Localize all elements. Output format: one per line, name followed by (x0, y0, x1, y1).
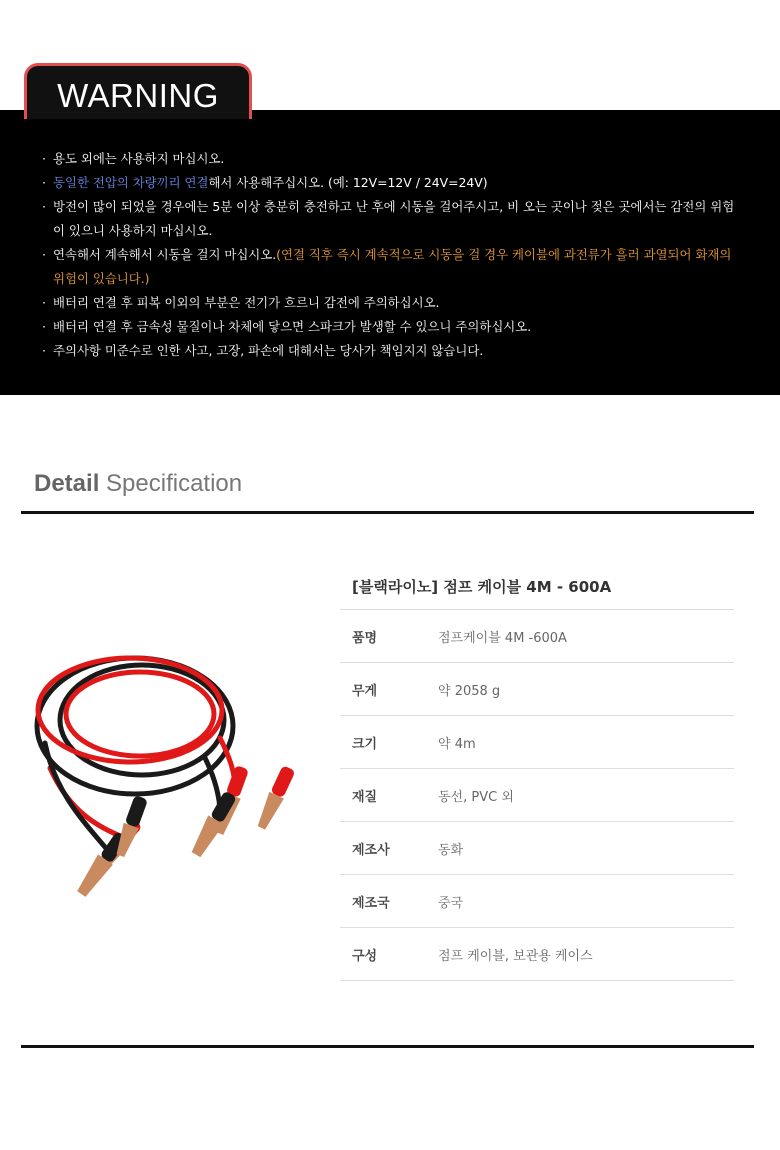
warning-item-3: · 방전이 많이 되었을 경우에는 5분 이상 충분히 충전하고 난 후에 시동을 걸어주시고, 비 오는 곳이나 젖은 곳에서는 감전의 위험이 있으니 사용하지 마십시오. (42, 195, 742, 243)
spec-row (340, 875, 734, 928)
warning-list (42, 147, 742, 363)
spec-label: 무게 (352, 683, 378, 699)
spec-value: 중국 (438, 895, 464, 911)
spec-value: 점프케이블 4M -600A (438, 630, 567, 646)
spec-label: 품명 (352, 630, 378, 646)
warning-box (0, 110, 780, 395)
spec-table (340, 572, 734, 981)
warning-item-7: · 주의사항 미준수로 인한 사고, 고장, 파손에 대해서는 당사가 책임지지 않습니다. (42, 339, 742, 363)
spec-row (340, 610, 734, 663)
spec-value: 약 2058 g (438, 683, 501, 699)
warning-tab (24, 63, 252, 119)
spec-value: 동선, PVC 외 (438, 789, 514, 805)
spec-label: 제조국 (352, 895, 390, 911)
spec-label: 구성 (352, 948, 378, 964)
spec-value: 약 4m (438, 736, 476, 752)
top-divider (21, 511, 754, 514)
warning-highlight: 동일한 전압의 차량끼리 연결 (53, 175, 209, 190)
spec-row (340, 822, 734, 875)
spec-row (340, 928, 734, 981)
detail-heading: Detail Specification (34, 470, 243, 497)
spec-row (340, 716, 734, 769)
bottom-divider (21, 1045, 754, 1048)
spec-value: 점프 케이블, 보관용 케이스 (438, 948, 593, 964)
spec-row (340, 769, 734, 822)
spec-value: 동화 (438, 842, 464, 858)
product-title: [블랙라이노] 점프 케이블 4M - 600A (340, 572, 734, 610)
spec-label: 재질 (352, 789, 378, 805)
warning-title: WARNING (57, 77, 219, 114)
warning-item-2: · 동일한 전압의 차량끼리 연결해서 사용해주십시오. (예: 12V=12V / 24V=24V) (42, 171, 742, 195)
warning-orange-note: (연결 직후 즉시 계속적으로 시동을 걸 경우 케이블에 과전류가 흘러 과열되어 화재의 위험이 있습니다.) (53, 247, 732, 286)
warning-item-1: · 용도 외에는 사용하지 마십시오. (42, 147, 742, 171)
spec-row (340, 663, 734, 716)
jump-cable-image (30, 648, 300, 908)
warning-item-5: · 배터리 연결 후 피복 이외의 부분은 전기가 흐르니 감전에 주의하십시오. (42, 291, 742, 315)
warning-item-4: · 연속해서 계속해서 시동을 걸지 마십시오.(연결 직후 즉시 계속적으로 시동을 걸 경우 케이블에 과전류가 흘러 과열되어 화재의 위험이 있습니다.) (42, 243, 742, 291)
warning-item-6: · 배터리 연결 후 금속성 물질이나 차체에 닿으면 스파크가 발생할 수 있으니 주의하십시오. (42, 315, 742, 339)
spec-label: 제조사 (352, 842, 390, 858)
spec-label: 크기 (352, 736, 378, 752)
